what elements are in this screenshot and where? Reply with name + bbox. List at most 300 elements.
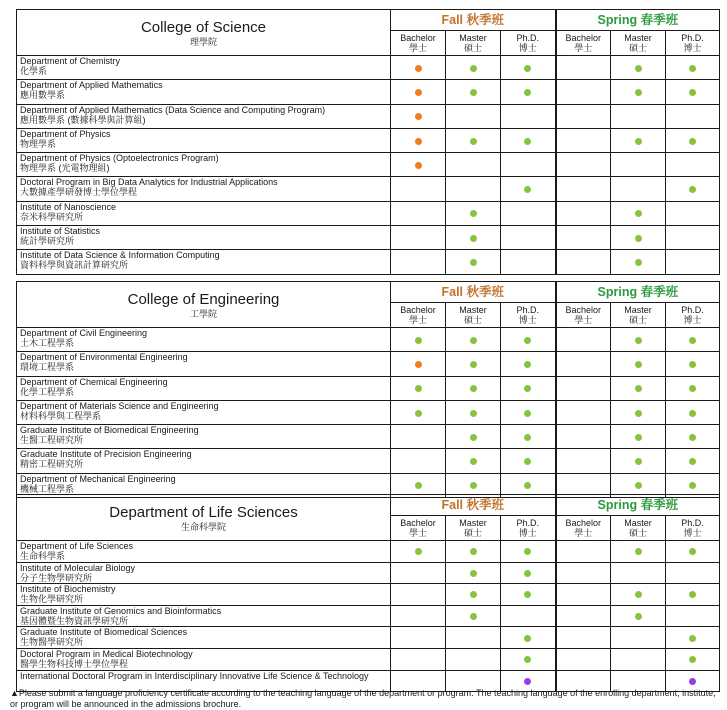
spring-bachelor-cell [556,201,611,225]
spring-phd-cell [666,80,720,104]
green-dot-icon [470,548,477,555]
spring-phd-cell [666,226,720,250]
green-dot-icon [524,138,531,145]
fall-term-header: Fall 秋季班 [391,10,556,31]
spring-master-cell [611,328,666,352]
department-cell [17,328,391,352]
degree-label-zh: 博士 [683,528,702,538]
table-row [17,250,720,274]
department-cell [17,80,391,104]
green-dot-icon [524,635,531,642]
department-cell [17,177,391,201]
college-title-zh: 理學院 [189,36,217,47]
degree-header [501,31,556,56]
college-title: College of Science [140,18,267,36]
degree-header [501,303,556,328]
fall-phd-cell [501,627,556,649]
department-cell [17,425,391,449]
fall-phd-cell [501,376,556,400]
spring-master-cell [611,177,666,201]
green-dot-icon [689,458,696,465]
degree-label-zh: 學士 [574,315,593,325]
green-dot-icon [689,410,696,417]
degree-label: Bachelor [565,518,602,528]
department-name-zh: 大數據產學研發博士學位學程 [20,187,138,198]
degree-label-zh: 碩士 [463,43,482,53]
fall-master-cell [446,226,501,250]
department-name-zh: 應用數學系 [20,90,66,101]
degree-label-zh: 博士 [518,315,537,325]
fall-bachelor-cell [391,250,446,274]
department-cell [17,541,391,563]
spring-master-cell [611,80,666,104]
spring-phd-cell [666,352,720,376]
spring-master-cell [611,627,666,649]
fall-master-cell [446,153,501,177]
green-dot-icon [635,434,642,441]
green-dot-icon [470,235,477,242]
college-title-cell [17,282,391,328]
degree-label: Bachelor [400,305,436,315]
spring-master-cell [611,541,666,563]
degree-label: Master [459,305,487,315]
green-dot-icon [689,186,696,193]
department-name-zh: 基因體暨生物資訊學研究所 [20,615,129,626]
spring-master-cell [611,153,666,177]
fall-bachelor-cell [391,449,446,473]
spring-phd-cell [666,201,720,225]
degree-label-zh: 博士 [518,528,537,538]
fall-master-cell [446,425,501,449]
fall-bachelor-cell [391,425,446,449]
department-name: Department of Physics (Optoelectronics Program) [20,153,219,164]
department-cell [17,562,391,584]
degree-label: Master [459,33,487,43]
degree-label-zh: 學士 [574,43,593,53]
fall-phd-cell [501,400,556,424]
fall-bachelor-cell [391,376,446,400]
degree-label-zh: 碩士 [463,315,482,325]
green-dot-icon [470,210,477,217]
green-dot-icon [524,65,531,72]
spring-bachelor-cell [556,605,611,627]
fall-master-cell [446,328,501,352]
spring-bachelor-cell [556,648,611,670]
table-row [17,376,720,400]
fall-master-cell [446,104,501,128]
degree-label-zh: 碩士 [629,43,648,53]
department-name-zh: 土木工程學系 [20,338,75,348]
table-row [17,56,720,80]
spring-phd-cell [666,328,720,352]
fall-bachelor-cell [391,104,446,128]
spring-bachelor-cell [556,376,611,400]
green-dot-icon [470,591,477,598]
green-dot-icon [524,548,531,555]
green-dot-icon [524,361,531,368]
degree-header [446,516,501,541]
spring-bachelor-cell [556,425,611,449]
degree-label: Ph.D. [681,33,704,43]
degree-label-zh: 學士 [408,528,427,538]
degree-label-zh: 博士 [683,315,702,325]
degree-label: Ph.D. [516,33,540,43]
green-dot-icon [689,434,696,441]
green-dot-icon [524,410,531,417]
spring-master-cell [611,400,666,424]
department-name-zh: 生物化學研究所 [20,594,84,605]
green-dot-icon [470,434,477,441]
fall-bachelor-cell [391,352,446,376]
spring-master-cell [611,226,666,250]
green-dot-icon [524,570,531,577]
fall-master-cell [446,400,501,424]
department-name: Institute of Molecular Biology [20,562,136,573]
green-dot-icon [635,210,642,217]
green-dot-icon [524,385,531,392]
spring-phd-cell [666,562,720,584]
green-dot-icon [689,361,696,368]
fall-phd-cell [501,449,556,473]
spring-term-header: Spring 春季班 [556,282,720,303]
table-row [17,425,720,449]
purple-dot-icon [689,678,696,685]
degree-label: Master [624,305,652,315]
green-dot-icon [635,65,642,72]
spring-master-cell [611,562,666,584]
department-name-zh: 生醫工程研究所 [20,435,84,446]
department-name-zh: 資料科學與資訊計算研究所 [20,260,129,271]
college-title-cell [17,495,391,541]
term-header-row [17,282,720,303]
green-dot-icon [470,361,477,368]
degree-label-zh: 碩士 [463,528,482,538]
department-cell [17,627,391,649]
fall-bachelor-cell [391,627,446,649]
department-cell [17,226,391,250]
fall-master-cell [446,449,501,473]
fall-phd-cell [501,250,556,274]
department-cell [17,201,391,225]
fall-master-cell [446,605,501,627]
green-dot-icon [470,482,477,489]
fall-bachelor-cell [391,56,446,80]
spring-bachelor-cell [556,56,611,80]
degree-header [391,31,446,56]
department-cell [17,250,391,274]
spring-phd-cell [666,153,720,177]
department-name: Department of Chemical Engineering [20,376,168,387]
spring-bachelor-cell [556,562,611,584]
spring-bachelor-cell [556,449,611,473]
department-name: Institute of Biochemistry [20,584,116,595]
department-name-zh: 化學工程學系 [20,386,75,397]
table-row [17,541,720,563]
green-dot-icon [635,458,642,465]
degree-label: Bachelor [565,33,602,43]
fall-bachelor-cell [391,562,446,584]
college-of-science-table [16,9,719,275]
degree-header [556,31,611,56]
green-dot-icon [415,548,422,555]
degree-label: Bachelor [565,305,602,315]
program-table [16,281,720,498]
spring-bachelor-cell [556,541,611,563]
spring-phd-cell [666,541,720,563]
degree-label-zh: 碩士 [629,528,648,538]
life-sciences-table [16,494,719,692]
department-name: Department of Physics [20,128,111,139]
fall-master-cell [446,201,501,225]
fall-phd-cell [501,328,556,352]
green-dot-icon [415,337,422,344]
degree-header [391,303,446,328]
fall-bachelor-cell [391,541,446,563]
degree-label-zh: 學士 [408,43,427,53]
degree-header [446,303,501,328]
green-dot-icon [689,337,696,344]
spring-master-cell [611,250,666,274]
spring-bachelor-cell [556,352,611,376]
green-dot-icon [689,65,696,72]
department-name: Graduate Institute of Precision Engineering [20,449,192,460]
green-dot-icon [635,361,642,368]
degree-header [611,516,666,541]
green-dot-icon [524,337,531,344]
department-cell [17,449,391,473]
degree-label: Bachelor [400,518,436,528]
spring-phd-cell [666,56,720,80]
department-name-zh: 物理學系 [20,138,57,149]
green-dot-icon [635,548,642,555]
orange-dot-icon [415,361,422,368]
department-name: Institute of Statistics [20,226,101,237]
spring-bachelor-cell [556,226,611,250]
department-name: Doctoral Program in Medical Biotechnology [20,648,193,659]
spring-phd-cell [666,425,720,449]
fall-phd-cell [501,425,556,449]
degree-header [501,516,556,541]
fall-master-cell [446,562,501,584]
spring-bachelor-cell [556,627,611,649]
table-row [17,80,720,104]
fall-master-cell [446,352,501,376]
degree-header [391,516,446,541]
green-dot-icon [635,235,642,242]
degree-header [611,303,666,328]
department-name: Department of Life Sciences [20,541,134,551]
department-name: Graduate Institute of Biomedical Sciences [20,627,188,638]
spring-phd-cell [666,376,720,400]
orange-dot-icon [415,162,422,169]
fall-phd-cell [501,648,556,670]
fall-master-cell [446,627,501,649]
fall-phd-cell [501,201,556,225]
degree-header [666,303,720,328]
fall-term-header: Fall 秋季班 [391,495,556,516]
fall-phd-cell [501,177,556,201]
fall-master-cell [446,80,501,104]
fall-bachelor-cell [391,201,446,225]
spring-master-cell [611,104,666,128]
program-table [16,494,720,692]
spring-phd-cell [666,177,720,201]
fall-phd-cell [501,226,556,250]
department-name: Department of Applied Mathematics [20,80,163,91]
spring-phd-cell [666,104,720,128]
department-name-zh: 生物醫學研究所 [20,637,84,648]
fall-master-cell [446,56,501,80]
fall-master-cell [446,541,501,563]
department-name: Graduate Institute of Biomedical Engineering [20,425,199,436]
fall-bachelor-cell [391,648,446,670]
green-dot-icon [470,138,477,145]
department-name: Department of Civil Engineering [20,328,148,338]
department-cell [17,605,391,627]
degree-label-zh: 博士 [518,43,537,53]
spring-bachelor-cell [556,104,611,128]
degree-header [666,31,720,56]
department-name-zh: 材料科學與工程學系 [20,410,102,421]
spring-phd-cell [666,449,720,473]
fall-bachelor-cell [391,128,446,152]
green-dot-icon [470,259,477,266]
fall-phd-cell [501,541,556,563]
fall-bachelor-cell [391,153,446,177]
green-dot-icon [415,482,422,489]
table-row [17,328,720,352]
spring-master-cell [611,352,666,376]
orange-dot-icon [415,138,422,145]
fall-bachelor-cell [391,400,446,424]
spring-master-cell [611,376,666,400]
green-dot-icon [415,410,422,417]
spring-master-cell [611,605,666,627]
college-title: College of Engineering [127,290,280,308]
green-dot-icon [689,635,696,642]
table-row [17,400,720,424]
green-dot-icon [635,410,642,417]
fall-bachelor-cell [391,80,446,104]
fall-phd-cell [501,584,556,606]
green-dot-icon [524,89,531,96]
green-dot-icon [470,337,477,344]
green-dot-icon [470,89,477,96]
green-dot-icon [689,138,696,145]
department-name-zh: 機械工程學系 [20,483,75,494]
green-dot-icon [635,89,642,96]
table-row [17,153,720,177]
college-title-zh: 生命科學院 [180,521,226,532]
degree-label: Ph.D. [516,305,540,315]
fall-bachelor-cell [391,177,446,201]
department-cell [17,584,391,606]
spring-bachelor-cell [556,153,611,177]
green-dot-icon [635,591,642,598]
term-header-row [17,495,720,516]
college-title: Department of Life Sciences [109,503,298,521]
fall-phd-cell [501,562,556,584]
program-table [16,9,720,275]
degree-header [666,516,720,541]
department-name-zh: 精密工程研究所 [20,459,84,470]
department-cell [17,376,391,400]
green-dot-icon [415,385,422,392]
college-title-cell [17,10,391,56]
college-title-zh: 工學院 [189,308,217,319]
green-dot-icon [470,65,477,72]
table-row [17,449,720,473]
department-name-zh: 分子生物學研究所 [20,572,93,583]
spring-bachelor-cell [556,328,611,352]
department-name-zh: 生命科學系 [20,551,66,561]
table-row [17,128,720,152]
green-dot-icon [524,434,531,441]
department-name: Doctoral Program in Big Data Analytics for Industrial Applications [20,177,278,188]
spring-bachelor-cell [556,80,611,104]
green-dot-icon [470,385,477,392]
green-dot-icon [524,656,531,663]
table-row [17,562,720,584]
degree-header [556,303,611,328]
department-name: Department of Environmental Engineering [20,352,188,363]
spring-phd-cell [666,584,720,606]
spring-phd-cell [666,648,720,670]
department-name: International Doctoral Program in Interdisciplinary Innovative Life Science & Technology [20,670,369,681]
purple-dot-icon [524,678,531,685]
spring-master-cell [611,201,666,225]
orange-dot-icon [415,113,422,120]
degree-label: Ph.D. [681,305,704,315]
degree-label: Master [624,33,652,43]
spring-master-cell [611,56,666,80]
fall-master-cell [446,250,501,274]
green-dot-icon [524,482,531,489]
degree-label-zh: 學士 [574,528,593,538]
orange-dot-icon [415,65,422,72]
department-name-zh: 應用數學系 (數據科學與計算組) [20,114,146,125]
green-dot-icon [635,482,642,489]
green-dot-icon [689,656,696,663]
spring-term-header: Spring 春季班 [556,495,720,516]
department-name: Institute of Nanoscience [20,201,117,212]
department-name-zh: 醫學生物科技博士學位學程 [20,658,129,669]
fall-phd-cell [501,104,556,128]
spring-phd-cell [666,605,720,627]
degree-label: Master [624,518,652,528]
green-dot-icon [524,591,531,598]
department-name-zh: 化學系 [20,66,48,76]
table-row [17,177,720,201]
spring-bachelor-cell [556,177,611,201]
department-cell [17,400,391,424]
green-dot-icon [524,458,531,465]
fall-phd-cell [501,56,556,80]
spring-master-cell [611,425,666,449]
fall-term-header: Fall 秋季班 [391,282,556,303]
orange-dot-icon [415,89,422,96]
table-row [17,352,720,376]
term-header-row [17,10,720,31]
green-dot-icon [689,482,696,489]
degree-label-zh: 學士 [408,315,427,325]
table-row [17,201,720,225]
department-name: Department of Chemistry [20,56,121,66]
table-row [17,226,720,250]
green-dot-icon [470,410,477,417]
degree-label: Ph.D. [516,518,540,528]
table-row [17,648,720,670]
